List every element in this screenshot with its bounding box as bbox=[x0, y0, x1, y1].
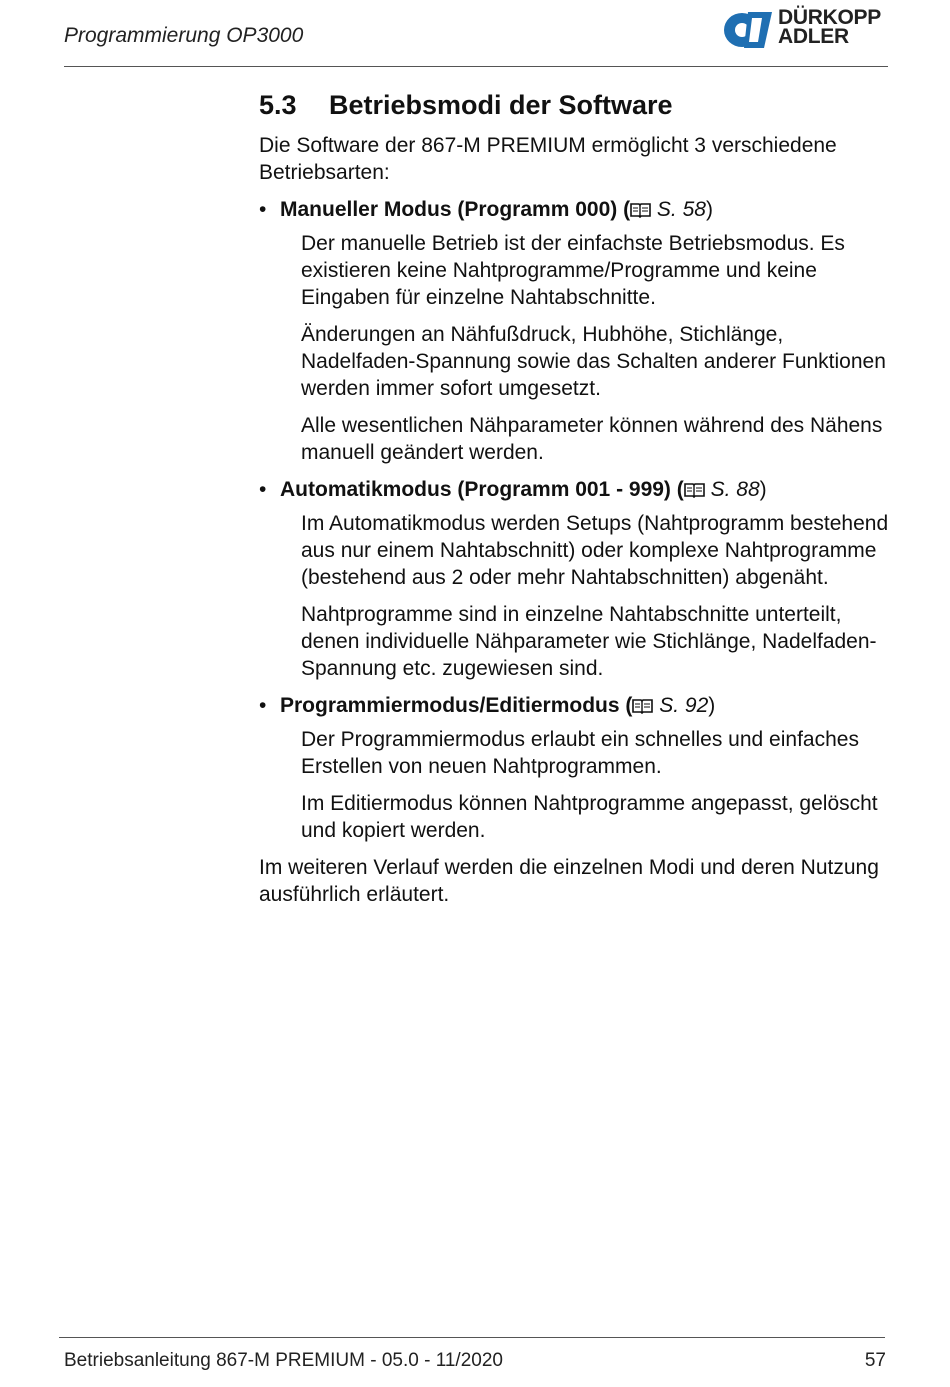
bullet-dot-icon: • bbox=[259, 478, 267, 501]
page-reference-link[interactable]: S. 88 bbox=[710, 478, 760, 501]
logo-text bbox=[778, 8, 881, 46]
logo-line-1: DÜRKOPP bbox=[778, 6, 881, 29]
mode-title: Manueller Modus (Programm 000) ( bbox=[280, 198, 631, 221]
logo-mark-icon bbox=[722, 8, 776, 50]
bullet-dot-icon: • bbox=[259, 694, 267, 717]
outro-paragraph: Im weiteren Verlauf werden die einzelnen Modi und deren Nutzung ausführlich erläutert. bbox=[259, 856, 879, 906]
mode-paragraph: Der manuelle Betrieb ist der einfachste Betriebsmodus. Es existieren keine Nahtprogramme/Programme und keine Eingaben für einzelne Nahtabschnitte. bbox=[301, 232, 845, 309]
section-heading bbox=[259, 88, 889, 122]
mode-paragraph: Alle wesentlichen Nähparameter können während des Nähens manuell geändert werden. bbox=[301, 414, 883, 464]
mode-bullet-automatic: • Automatikmodus (Programm 001 - 999) ( S. 88) bbox=[259, 478, 767, 501]
intro-paragraph: Die Software der 867-M PREMIUM ermöglicht 3 verschiedene Betriebsarten: bbox=[259, 134, 837, 184]
section-title: Betriebsmodi der Software bbox=[329, 90, 673, 120]
header-divider bbox=[64, 66, 888, 67]
book-reference-icon bbox=[630, 202, 651, 218]
mode-bullet-manual: • Manueller Modus (Programm 000) ( S. 58) bbox=[259, 198, 713, 221]
book-reference-icon bbox=[684, 482, 705, 498]
logo-line-2: ADLER bbox=[778, 25, 849, 48]
mode-paragraph: Nahtprogramme sind in einzelne Nahtabschnitte unterteilt, denen individuelle Nähparameter wie Stichlänge, Nadelfaden-Spannung etc. zugewiesen sind. bbox=[301, 603, 877, 680]
page-reference-link[interactable]: S. 92 bbox=[659, 694, 709, 717]
mode-paragraph: Der Programmiermodus erlaubt ein schnelles und einfaches Erstellen von neuen Nahtprogrammen. bbox=[301, 728, 859, 778]
mode-bullet-programming: • Programmiermodus/Editiermodus ( S. 92) bbox=[259, 694, 716, 717]
mode-paragraph: Änderungen an Nähfußdruck, Hubhöhe, Stichlänge, Nadelfaden-Spannung sowie das Schalten anderer Funktionen werden immer sofort umgesetzt. bbox=[301, 323, 886, 400]
mode-title: Automatikmodus (Programm 001 - 999) ( bbox=[280, 478, 684, 501]
brand-logo bbox=[722, 8, 892, 52]
page-reference-link[interactable]: S. 58 bbox=[656, 198, 706, 221]
page-content bbox=[259, 88, 889, 908]
footer-divider bbox=[59, 1337, 885, 1338]
mode-paragraph: Im Automatikmodus werden Setups (Nahtprogramm bestehend aus nur einem Nahtabschnitt) oder komplexe Nahtprogramme (bestehend aus 2 oder mehr Nahtabschnitten) abgenäht. bbox=[301, 512, 889, 589]
footer-document-info: Betriebsanleitung 867-M PREMIUM - 05.0 - 11/2020 bbox=[64, 1350, 503, 1371]
book-reference-icon bbox=[632, 698, 653, 714]
page-number: 57 bbox=[864, 1350, 886, 1371]
bullet-dot-icon: • bbox=[259, 198, 267, 221]
mode-paragraph: Im Editiermodus können Nahtprogramme angepasst, gelöscht und kopiert werden. bbox=[301, 792, 878, 842]
running-header-title: Programmierung OP3000 bbox=[64, 24, 304, 47]
section-number: 5.3 bbox=[259, 90, 297, 120]
mode-title: Programmiermodus/Editiermodus ( bbox=[280, 694, 633, 717]
